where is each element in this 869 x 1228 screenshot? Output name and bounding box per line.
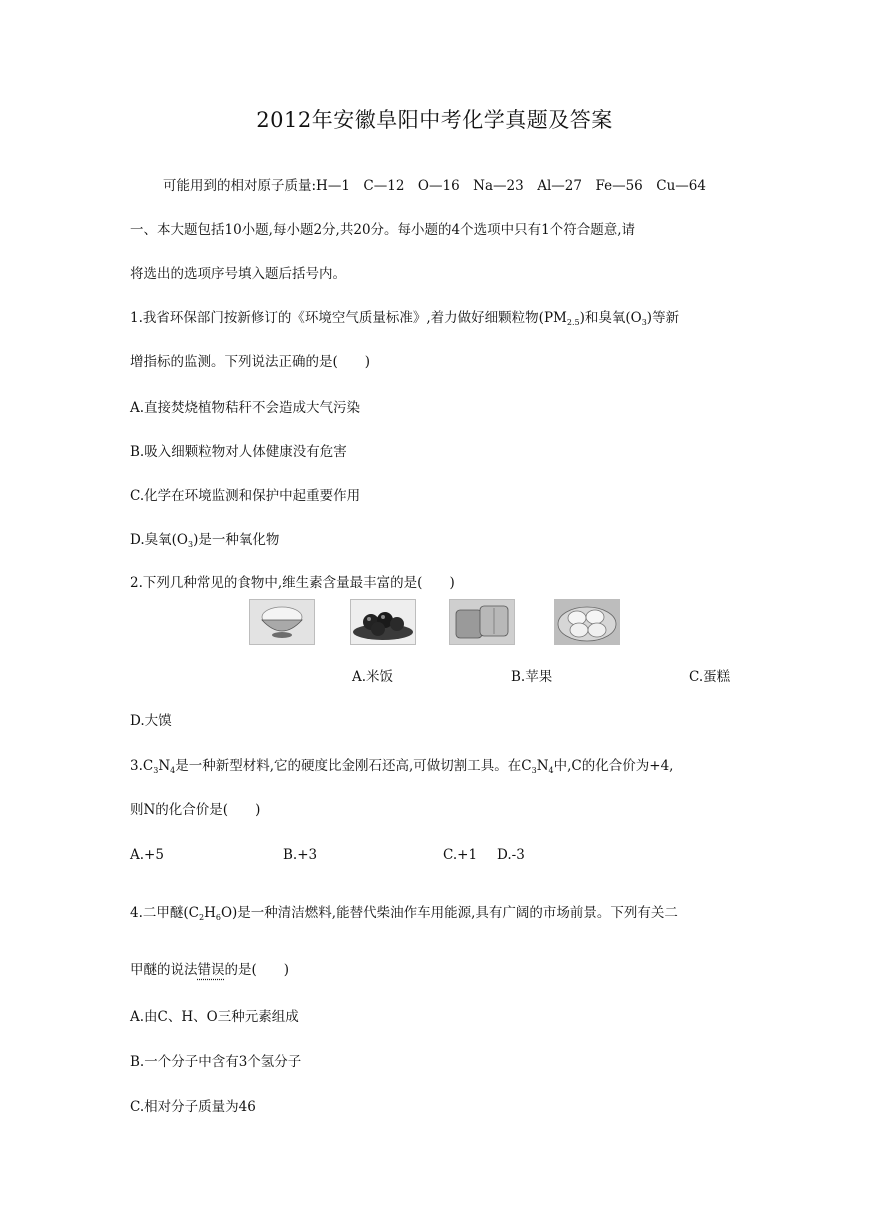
q4-option-b: B.一个分子中含有3个氢分子 [130, 1054, 302, 1070]
q2-stem: 2.下列几种常见的食物中,维生素含量最丰富的是( ) [130, 575, 455, 591]
q4-option-a: A.由C、H、O三种元素组成 [130, 1009, 299, 1025]
q3-stem-line1: $3.C_3N_4$是一种新型材料,它的硬度比金刚石还高,可做切割工具。在$C_3N_4$中,C的化合价为+4, [130, 758, 674, 775]
q2-option-c: C.蛋糕 [689, 669, 731, 685]
q3-option-c: C.+1 [443, 847, 478, 863]
apples-image [350, 599, 416, 645]
rice-bowl-image [249, 599, 315, 645]
section-instructions-line1: 一、本大题包括10小题,每小题2分,共20分。每小题的4个选项中只有1个符合题意,请 [130, 222, 635, 238]
q4-stem-line2: 甲醚的说法错误的是( ) [130, 962, 290, 978]
q1-option-d: D.臭氧$(O_3)$是一种氧化物 [130, 532, 280, 549]
q3-stem-line2: 则N的化合价是( ) [130, 802, 261, 818]
q1-option-b: B.吸入细颗粒物对人体健康没有危害 [130, 444, 347, 460]
steamed-buns-image [554, 599, 620, 645]
q4-stem-line1: 4.二甲醚$(C_2H_6O)$是一种清洁燃料,能替代柴油作车用能源,具有广阔的市场前景。下列有关二 [130, 905, 678, 922]
q2-option-d: D.大馍 [130, 713, 172, 729]
emphasis-text: 错误 [197, 962, 225, 978]
atomic-masses: 可能用到的相对原子质量:H—1 C—12 O—16 Na—23 Al—27 Fe—56 Cu—64 [163, 178, 706, 194]
q1-stem-line2: 增指标的监测。下列说法正确的是( ) [130, 354, 371, 370]
q1-stem-line1: 1.我省环保部门按新修订的《环境空气质量标准》,着力做好细颗粒物$(PM_{2.5})$和臭氧$(O_3)$等新 [130, 310, 680, 327]
q4-option-c: C.相对分子质量为46 [130, 1099, 256, 1115]
q3-option-a: A.+5 [130, 847, 164, 863]
q3-option-b: B.+3 [283, 847, 318, 863]
q2-option-b: B.苹果 [511, 669, 553, 685]
document-title: 2012年安徽阜阳中考化学真题及答案 [256, 108, 613, 132]
q1-option-a: A.直接焚烧植物秸秆不会造成大气污染 [130, 400, 361, 416]
q3-option-d: D.-3 [497, 847, 525, 863]
cake-image [449, 599, 515, 645]
q2-option-a: A.米饭 [352, 669, 394, 685]
q1-option-c: C.化学在环境监测和保护中起重要作用 [130, 488, 361, 504]
section-instructions-line2: 将选出的选项序号填入题后括号内。 [130, 266, 346, 282]
